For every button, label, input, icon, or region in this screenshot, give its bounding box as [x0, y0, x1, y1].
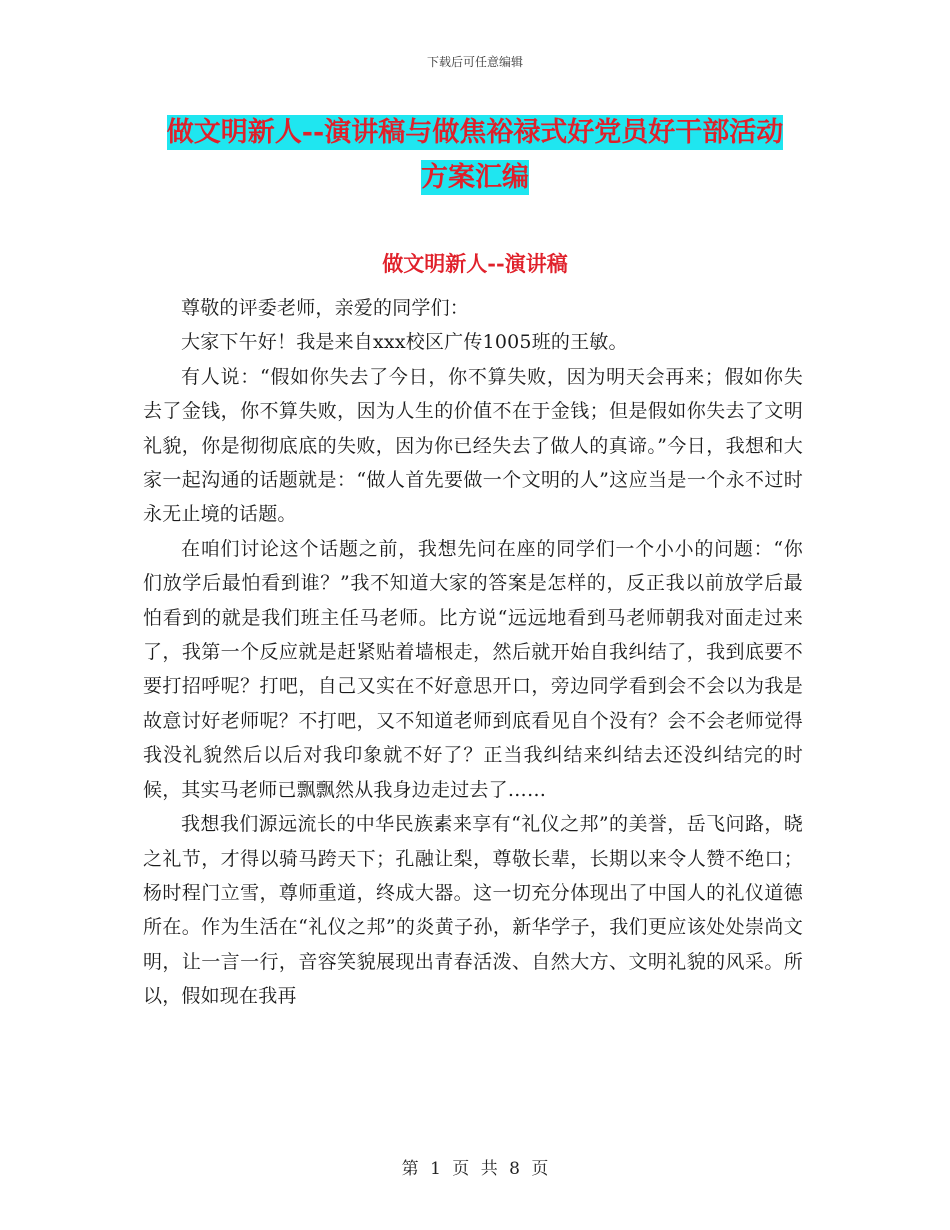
page-number-footer: 第 1 页 共 8 页: [401, 1159, 549, 1179]
document-title-line-1: 做文明新人--演讲稿与做焦裕禄式好党员好干部活动: [166, 117, 784, 148]
paragraph: 我想我们源远流长的中华民族素来享有“礼仪之邦”的美誉，岳飞问路，晓之礼节，才得以骑马跨天下；孔融让梨，尊敬长辈，长期以来令人赞不绝口；杨时程门立雪，尊师重道，终成大器。这一切充分体现出了中国人的礼仪道德所在。作为生活在“礼仪之邦”的炎黄子孙，新华学子，我们更应该处处崇尚文明，让一言一行，音容笑貌展现出青春活泼、自然大方、文明礼貌的风采。所以，假如现在我再: [143, 813, 803, 1008]
section-title: 做文明新人--演讲稿: [382, 251, 568, 276]
body-text: [143, 291, 803, 1014]
document-title-line-2: 方案汇编: [421, 162, 529, 193]
paragraph: 在咱们讨论这个话题之前，我想先问在座的同学们一个小小的问题：“你们放学后最怕看到谁？”我不知道大家的答案是怎样的，反正我以前放学后最怕看到的就是我们班主任马老师。比方说“远远地看到马老师朝我对面走过来了，我第一个反应就是赶紧贴着墙根走，然后就开始自我纠结了，我到底要不要打招呼呢？打吧，自己又实在不好意思开口，旁边同学看到会不会以为我是故意讨好老师呢？不打吧，又不知道老师到底看见自个没有？会不会老师觉得我没礼貌然后以后对我印象就不好了？正当我纠结来纠结去还没纠结完的时候，其实马老师已飘飘然从我身边走过去了……: [143, 537, 803, 801]
document-title: [120, 110, 830, 200]
header-note: 下载后可任意编辑: [426, 55, 523, 69]
paragraph: 大家下午好！我是来自xxx校区广传1005班的王敏。: [181, 331, 628, 354]
paragraph: 有人说：“假如你失去了今日，你不算失败，因为明天会再来；假如你失去了金钱，你不算失败，因为人生的价值不在于金钱；但是假如你失去了文明礼貌，你是彻彻底底的失败，因为你已经失去了做人的真谛。”今日，我想和大家一起沟通的话题就是：“做人首先要做一个文明的人”这应当是一个永不过时永无止境的话题。: [143, 365, 803, 526]
paragraph: 尊敬的评委老师，亲爱的同学们：: [181, 297, 470, 319]
